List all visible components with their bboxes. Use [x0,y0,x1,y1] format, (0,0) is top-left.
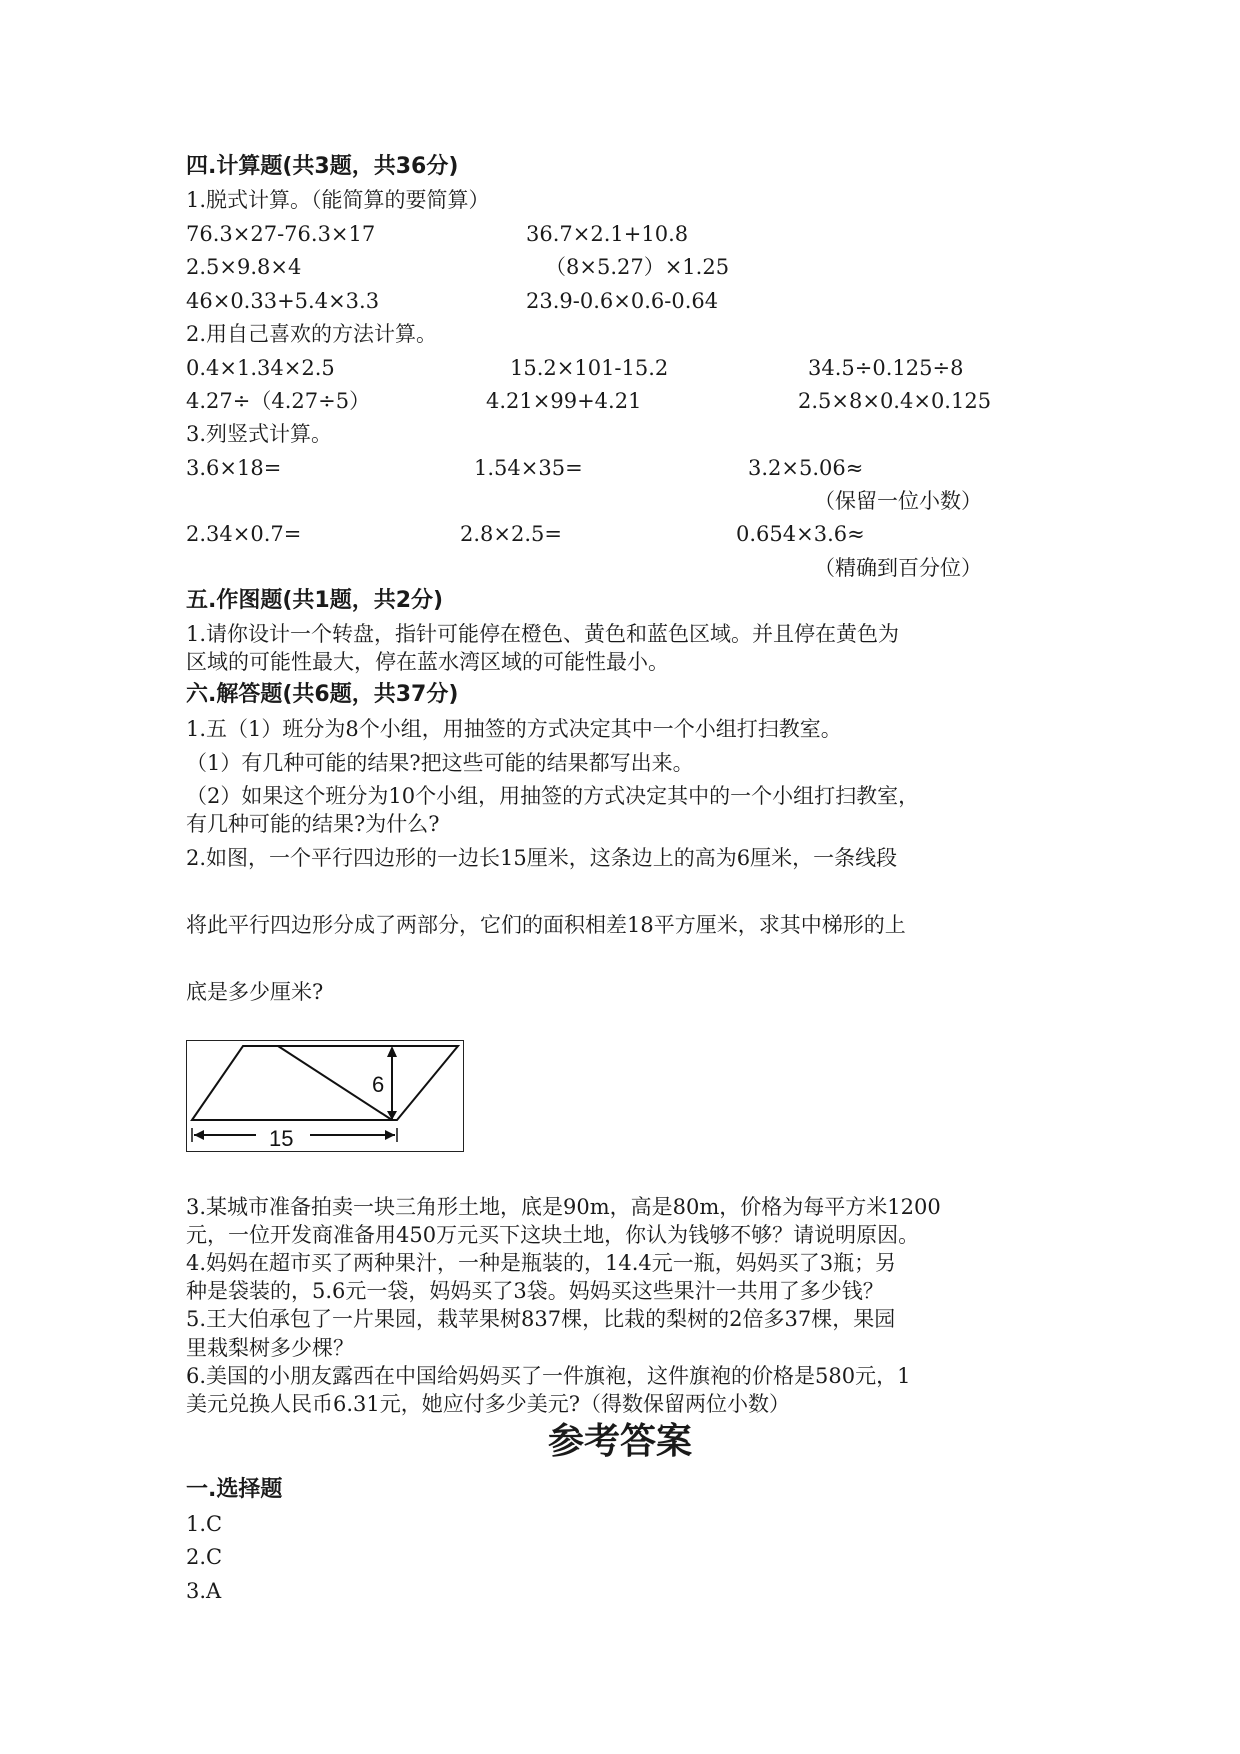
expression: 1.54×35= [474,456,583,480]
expression: 15.2×101-15.2 [510,356,669,380]
question-text: 元，一位开发商准备用450万元买下这块土地，你认为钱够不够？请说明原因。 [186,1223,920,1247]
rounding-note: （精确到百分位） [814,556,982,580]
question-text: 美元兑换人民币6.31元，她应付多少美元?（得数保留两位小数） [186,1392,791,1416]
expression: （8×5.27）×1.25 [545,255,730,279]
expression: 23.9-0.6×0.6-0.64 [526,289,719,313]
question-text: 6.美国的小朋友露西在中国给妈妈买了一件旗袍，这件旗袍的价格是580元，1 [186,1364,911,1388]
q4-1-title: 1.脱式计算。（能简算的要简算） [186,188,490,212]
expression: 4.27÷（4.27÷5） [186,389,371,413]
section-6-heading: 六.解答题(共6题，共37分) [186,682,459,707]
expression: 46×0.33+5.4×3.3 [186,289,380,313]
question-text: 2.如图，一个平行四边形的一边长15厘米，这条边上的高为6厘米，一条线段 [186,846,898,870]
expression: 2.5×9.8×4 [186,255,302,279]
expression: 3.6×18= [186,456,282,480]
parallelogram-figure [186,1040,464,1152]
question-text: （1）有几种可能的结果?把这些可能的结果都写出来。 [186,751,694,775]
question-text: 底是多少厘米? [186,980,324,1004]
section-5-heading: 五.作图题(共1题，共2分) [186,588,444,613]
expression: 0.4×1.34×2.5 [186,356,335,380]
question-text: （2）如果这个班分为10个小组，用抽签的方式决定其中的一个小组打扫教室， [186,784,920,808]
expression: 2.34×0.7= [186,522,302,546]
expression: 0.654×3.6≈ [736,522,865,546]
answer-key-title: 参考答案 [547,1421,692,1462]
question-text: 区域的可能性最大，停在蓝水湾区域的可能性最小。 [186,650,669,674]
question-text: 将此平行四边形分成了两部分，它们的面积相差18平方厘米，求其中梯形的上 [186,913,906,937]
answer-item: 2.C [186,1545,223,1569]
question-text: 有几种可能的结果?为什么? [186,812,440,836]
question-text: 里栽梨树多少棵？ [186,1336,354,1360]
section-4-heading: 四.计算题(共3题，共36分) [186,154,459,179]
answer-item: 3.A [186,1579,222,1603]
expression: 4.21×99+4.21 [486,389,642,413]
expression: 36.7×2.1+10.8 [526,222,689,246]
answer-item: 1.C [186,1512,223,1536]
question-text: 5.王大伯承包了一片果园，栽苹果树837棵，比栽的梨树的2倍多37棵，果园 [186,1307,896,1331]
rounding-note: （保留一位小数） [814,489,982,513]
question-text: 3.某城市准备拍卖一块三角形土地，底是90m，高是80m，价格为每平方米1200 [186,1195,941,1219]
q4-3-title: 3.列竖式计算。 [186,422,333,446]
answers-section-1-heading: 一.选择题 [186,1477,283,1502]
height-label: 6 [372,1072,385,1097]
base-label: 15 [269,1126,294,1151]
expression: 3.2×5.06≈ [748,456,864,480]
question-text: 4.妈妈在超市买了两种果汁，一种是瓶装的，14.4元一瓶，妈妈买了3瓶；另 [186,1251,897,1275]
question-text: 种是袋装的，5.6元一袋，妈妈买了3袋。妈妈买这些果汁一共用了多少钱？ [186,1279,884,1303]
question-text: 1.请你设计一个转盘，指针可能停在橙色、黄色和蓝色区域。并且停在黄色为 [186,622,900,646]
expression: 34.5÷0.125÷8 [808,356,964,380]
expression: 2.5×8×0.4×0.125 [798,389,992,413]
expression: 76.3×27-76.3×17 [186,222,376,246]
q4-2-title: 2.用自己喜欢的方法计算。 [186,322,438,346]
expression: 2.8×2.5= [460,522,562,546]
question-text: 1.五（1）班分为8个小组，用抽签的方式决定其中一个小组打扫教室。 [186,717,842,741]
